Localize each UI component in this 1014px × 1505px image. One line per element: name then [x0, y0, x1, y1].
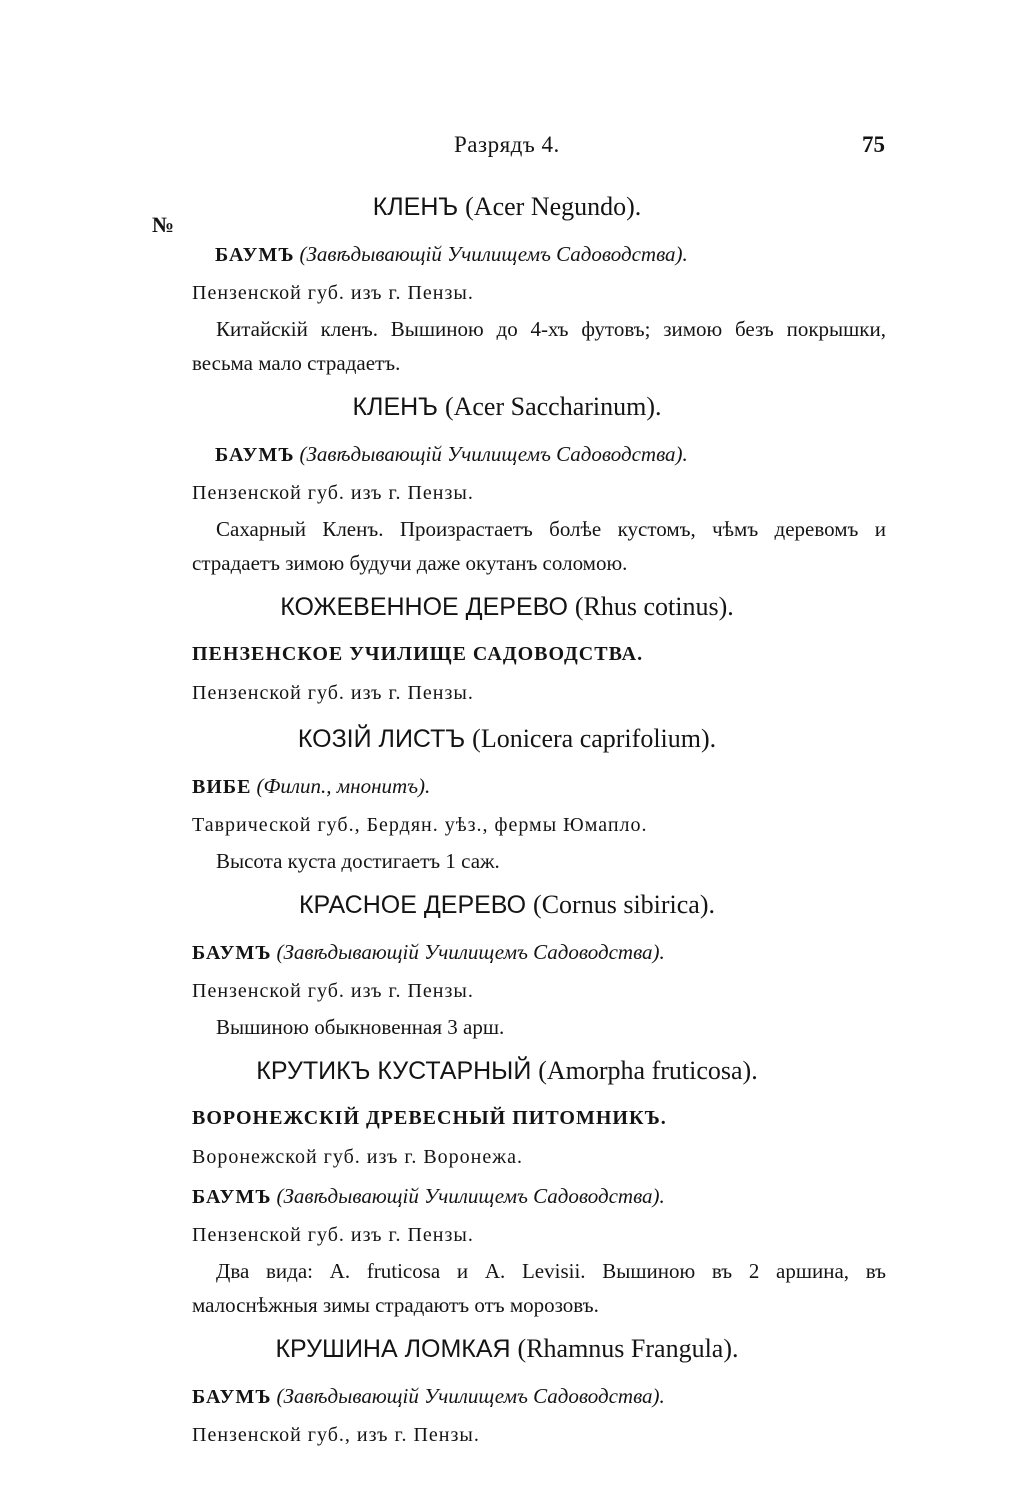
plant-name: КРАСНОЕ ДЕРЕВО: [298, 891, 527, 919]
exhibitor: [0, 434, 1014, 474]
exhibitor-name: БАУМЪ: [192, 1386, 272, 1408]
exhibitor: [0, 1176, 1014, 1216]
location: Пензенской губ. изъ г. Пензы.: [192, 1224, 474, 1246]
plant-title: [0, 878, 1014, 932]
plant-latin: (Acer Negundo).: [465, 192, 642, 221]
description: Сахарный Кленъ. Произрастаетъ болѣе кустомъ, чѣмъ деревомъ и страдаетъ зимою будучи даже окутанъ соломою.: [192, 517, 886, 575]
plant-latin: (Acer Saccharinum).: [444, 392, 662, 421]
exhibitor-note: (Филип., мнонитъ).: [256, 774, 431, 798]
location: Пензенской губ. изъ г. Пензы.: [192, 980, 474, 1002]
page-number: 75: [862, 132, 885, 157]
location: Пензенской губ. изъ г. Пензы.: [192, 482, 474, 504]
plant-name: КРУТИКЪ КУСТАРНЫЙ: [256, 1057, 532, 1085]
location: Пензенской губ. изъ г. Пензы.: [192, 282, 474, 304]
exhibitor-note: (Завѣдывающій Училищемъ Садоводства).: [276, 1184, 665, 1208]
exhibitor: [0, 634, 1014, 674]
exhibitor-name: ПЕНЗЕНСКОЕ УЧИЛИЩЕ САДОВОДСТВА.: [192, 643, 644, 665]
description: Китайскій кленъ. Вышиною до 4-хъ футовъ; зимою безъ покрышки, весьма мало страдаетъ.: [192, 317, 886, 375]
exhibitor-name: БАУМЪ: [192, 942, 272, 964]
exhibitor-name: ВОРОНЕЖСКІЙ ДРЕВЕСНЫЙ ПИТОМНИКЪ.: [192, 1107, 667, 1129]
plant-title: [0, 1044, 1014, 1098]
entry-lonicera: [0, 712, 1014, 878]
exhibitor-note: (Завѣдывающій Училищемъ Садоводства).: [299, 442, 688, 466]
plant-name: КОЖЕВЕННОЕ ДЕРЕВО: [280, 593, 568, 621]
exhibitor-name: БАУМЪ: [215, 444, 295, 466]
exhibitor-name: БАУМЪ: [192, 1186, 272, 1208]
description: Вышиною обыкновенная 3 арш.: [216, 1015, 505, 1039]
catalog-body: [0, 180, 1014, 1454]
plant-latin: (Amorpha fruticosa).: [538, 1056, 758, 1085]
exhibitor: [0, 1098, 1014, 1138]
entry-rhus-cotinus: [0, 580, 1014, 712]
plant-title: [0, 1322, 1014, 1376]
plant-latin: (Rhus cotinus).: [574, 592, 734, 621]
location: Пензенской губ. изъ г. Пензы.: [192, 682, 474, 704]
exhibitor: [0, 766, 1014, 806]
exhibitor: [0, 234, 1014, 274]
location: Воронежской губ. изъ г. Воронежа.: [192, 1146, 523, 1168]
plant-title: [0, 380, 1014, 434]
entry-cornus-sibirica: [0, 878, 1014, 1044]
exhibitor-note: (Завѣдывающій Училищемъ Садоводства).: [276, 940, 665, 964]
exhibitor-note: (Завѣдывающій Училищемъ Садоводства).: [276, 1384, 665, 1408]
plant-latin: (Lonicera caprifolium).: [472, 724, 717, 753]
plant-title: [0, 580, 1014, 634]
entry-rhamnus: [0, 1322, 1014, 1454]
exhibitor-name: БАУМЪ: [215, 244, 295, 266]
number-sign: №: [152, 212, 175, 237]
entry-amorpha: [0, 1044, 1014, 1322]
location: Пензенской губ., изъ г. Пензы.: [192, 1424, 480, 1446]
plant-title: [0, 712, 1014, 766]
description: Высота куста достигаетъ 1 саж.: [216, 849, 500, 873]
running-head: Разрядъ 4.: [454, 132, 560, 157]
plant-title: [0, 180, 1014, 234]
plant-latin: (Cornus sibirica).: [533, 890, 716, 919]
description: Два вида: A. fruticosa и A. Levisii. Вышиною въ 2 аршина, въ малоснѣжныя зимы страдаютъ отъ морозовъ.: [192, 1259, 886, 1317]
page-header: [0, 132, 1014, 166]
plant-name: КЛЕНЪ: [352, 393, 438, 421]
plant-name: КЛЕНЪ: [372, 193, 459, 221]
exhibitor: [0, 1376, 1014, 1416]
plant-name: КОЗІЙ ЛИСТЪ: [297, 725, 466, 753]
entry-acer-negundo: [0, 180, 1014, 380]
entry-acer-saccharinum: [0, 380, 1014, 580]
location: Таврической губ., Бердян. уѣз., фермы Юмапло.: [192, 814, 648, 836]
exhibitor-name: ВИБЕ: [192, 776, 252, 798]
plant-latin: (Rhamnus Frangula).: [517, 1334, 739, 1363]
exhibitor-note: (Завѣдывающій Училищемъ Садоводства).: [299, 242, 688, 266]
exhibitor: [0, 932, 1014, 972]
plant-name: КРУШИНА ЛОМКАЯ: [275, 1335, 511, 1363]
